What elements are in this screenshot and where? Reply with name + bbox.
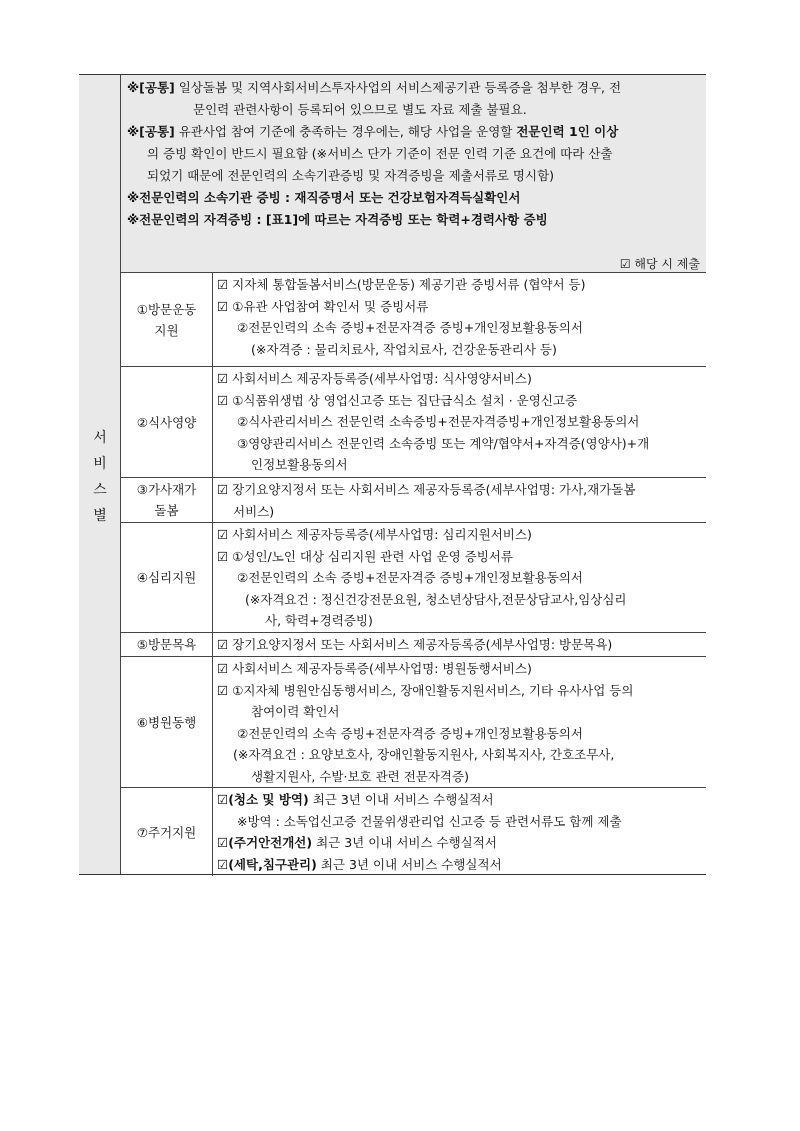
doc-line: (※자격증 : 물리치료사, 작업치료사, 건강운동관리사 등) bbox=[251, 341, 557, 357]
content-cell bbox=[213, 657, 706, 787]
doc-line: ☑ 사회서비스 제공자등록증(세부사업명: 심리지원서비스) bbox=[217, 527, 532, 542]
row-psychological-support bbox=[121, 523, 706, 633]
doc-line-emphasis: ☑(주거안전개선) bbox=[217, 835, 313, 850]
content-cell bbox=[213, 367, 706, 477]
content-cell bbox=[213, 788, 706, 876]
note-text: 유관사업 참여 기준에 충족하는 경우에는, 해당 사업을 운영할 bbox=[174, 124, 517, 139]
doc-line: ☑ ①유관 사업참여 확인서 및 증빙서류 bbox=[217, 298, 429, 314]
note-4: ※전문인력의 자격증빙 : [표1]에 따르는 자격증빙 또는 학력+경력사항 증빙 bbox=[127, 212, 548, 227]
row-housing-support bbox=[121, 788, 706, 876]
doc-line: ☑ 지자체 통합돌봄서비스(방문운동) 제공기관 증빙서류 (협약서 등) bbox=[217, 277, 586, 292]
doc-line-emphasis: ☑(세탁,침구관리) bbox=[217, 856, 317, 872]
content-cell bbox=[213, 273, 706, 366]
category-label: ⑥병원동행 bbox=[136, 714, 197, 730]
note-2 bbox=[127, 121, 700, 187]
side-label-char: 스 bbox=[93, 482, 107, 498]
note-text: 문인력 관련사항이 등록되어 있으므로 별도 자료 제출 불필요. bbox=[193, 102, 527, 117]
service-document-table bbox=[79, 74, 706, 875]
doc-line: ☑ 장기요양지정서 또는 사회서비스 제공자등록증(세부사업명: 가사,재가돌봄 bbox=[217, 482, 636, 497]
doc-line: ☑ ①성인/노인 대상 심리지원 관련 사업 운영 증빙서류 bbox=[217, 548, 513, 564]
common-notes bbox=[121, 75, 706, 273]
category-label: 돌봄 bbox=[154, 503, 179, 518]
content-cell bbox=[213, 633, 706, 656]
note-emphasis: 전문인력 1인 이상 bbox=[516, 124, 619, 139]
category-cell bbox=[121, 633, 213, 656]
row-hospital-escort bbox=[121, 657, 706, 788]
doc-line: 인정보활용동의서 bbox=[251, 457, 348, 472]
note-tag: ※[공통] bbox=[127, 80, 175, 95]
doc-line bbox=[217, 854, 702, 876]
category-cell bbox=[121, 523, 213, 632]
note-1 bbox=[127, 77, 700, 121]
doc-line: ③영양관리서비스 전문인력 소속증빙 또는 계약/협약서+자격증(영양사)+개 bbox=[237, 435, 650, 451]
doc-line: ☑ 사회서비스 제공자등록증(세부사업명: 식사영양서비스) bbox=[217, 371, 532, 386]
category-label: ③가사재가 bbox=[136, 482, 197, 497]
doc-line: ☑ 장기요양지정서 또는 사회서비스 제공자등록증(세부사업명: 방문목욕) bbox=[217, 637, 613, 652]
category-label: ②식사영양 bbox=[136, 414, 197, 430]
category-label: ⑦주거지원 bbox=[136, 824, 197, 840]
doc-line bbox=[217, 832, 702, 854]
content-cell bbox=[213, 523, 706, 632]
doc-line: ②식사관리서비스 전문인력 소속증빙+전문자격증빙+개인정보활용동의서 bbox=[237, 414, 640, 429]
doc-line: ②전문인력의 소속 증빙+전문자격증 증빙+개인정보활용동의서 bbox=[237, 570, 583, 585]
doc-line: ②전문인력의 소속 증빙+전문자격증 증빙+개인정보활용동의서 bbox=[237, 320, 583, 335]
submit-if-applicable: ☑ 해당 시 제출 bbox=[619, 257, 700, 271]
side-label bbox=[79, 425, 121, 529]
doc-line: 사, 학력+경력증빙) bbox=[265, 613, 373, 628]
category-cell bbox=[121, 367, 213, 477]
category-label: ①방문운동 bbox=[136, 301, 197, 317]
doc-line bbox=[217, 811, 702, 833]
note-text: 의 증빙 확인이 반드시 필요함 (※서비스 단가 기준이 전문 인력 기준 요건에 따라 산출 bbox=[147, 146, 613, 161]
doc-line-text: 최근 3년 이내 서비스 수행실적서 bbox=[308, 792, 494, 807]
category-label: 지원 bbox=[154, 322, 179, 338]
doc-line: ☑ ①지자체 병원안심동행서비스, 장애인활동지원서비스, 기타 유사사업 등의 bbox=[217, 682, 634, 698]
category-cell bbox=[121, 788, 213, 876]
note-text: 되었기 때문에 전문인력의 소속기관증빙 및 자격증빙을 제출서류로 명시함) bbox=[147, 168, 555, 183]
note-tag: ※[공통] bbox=[127, 124, 175, 139]
category-cell bbox=[121, 273, 213, 366]
side-label-char: 서 bbox=[93, 430, 107, 446]
side-label-char: 별 bbox=[93, 508, 107, 524]
note-text: 일상돌봄 및 지역사회서비스투자사업의 서비스제공기관 등록증을 첨부한 경우, 전 bbox=[174, 80, 622, 95]
doc-line-text: 최근 3년 이내 서비스 수행실적서 bbox=[312, 835, 497, 850]
content-cell bbox=[213, 478, 706, 522]
doc-line: ☑ 사회서비스 제공자등록증(세부사업명: 병원동행서비스) bbox=[217, 661, 532, 676]
doc-line: 서비스) bbox=[233, 503, 275, 519]
category-cell bbox=[121, 478, 213, 522]
category-label: ⑤방문목욕 bbox=[136, 637, 197, 652]
category-label: ④심리지원 bbox=[136, 570, 197, 585]
doc-line bbox=[217, 789, 702, 811]
doc-line: 참여이력 확인서 bbox=[251, 704, 340, 719]
row-home-bathing bbox=[121, 633, 706, 657]
doc-line: (※자격요건 : 정신건강전문요원, 청소년상담사,전문상담교사,임상심리 bbox=[245, 591, 627, 607]
side-label-column bbox=[79, 75, 121, 874]
row-meal-nutrition bbox=[121, 367, 706, 478]
category-cell bbox=[121, 657, 213, 787]
row-home-exercise bbox=[121, 273, 706, 367]
doc-line: (※자격요건 : 요양보호사, 장애인활동지원사, 사회복지사, 간호조무사, bbox=[233, 747, 615, 762]
doc-line: ☑ ①식품위생법 상 영업신고증 또는 집단급식소 설치 · 운영신고증 bbox=[217, 392, 578, 408]
doc-line: 생활지원사, 수발·보호 관련 전문자격증) bbox=[251, 768, 469, 784]
doc-line-text: ※방역 : 소독업신고증 건물위생관리업 신고증 등 관련서류도 함께 제출 bbox=[237, 813, 622, 829]
note-3: ※전문인력의 소속기관 증빙 : 재직증명서 또는 건강보험자격득실확인서 bbox=[127, 190, 521, 205]
side-label-char: 비 bbox=[93, 456, 107, 472]
doc-line: ②전문인력의 소속 증빙+전문자격증 증빙+개인정보활용동의서 bbox=[237, 725, 583, 741]
doc-line-emphasis: ☑(청소 및 방역) bbox=[217, 792, 309, 807]
row-housekeeping bbox=[121, 478, 706, 523]
doc-line-text: 최근 3년 이내 서비스 수행실적서 bbox=[316, 856, 502, 872]
